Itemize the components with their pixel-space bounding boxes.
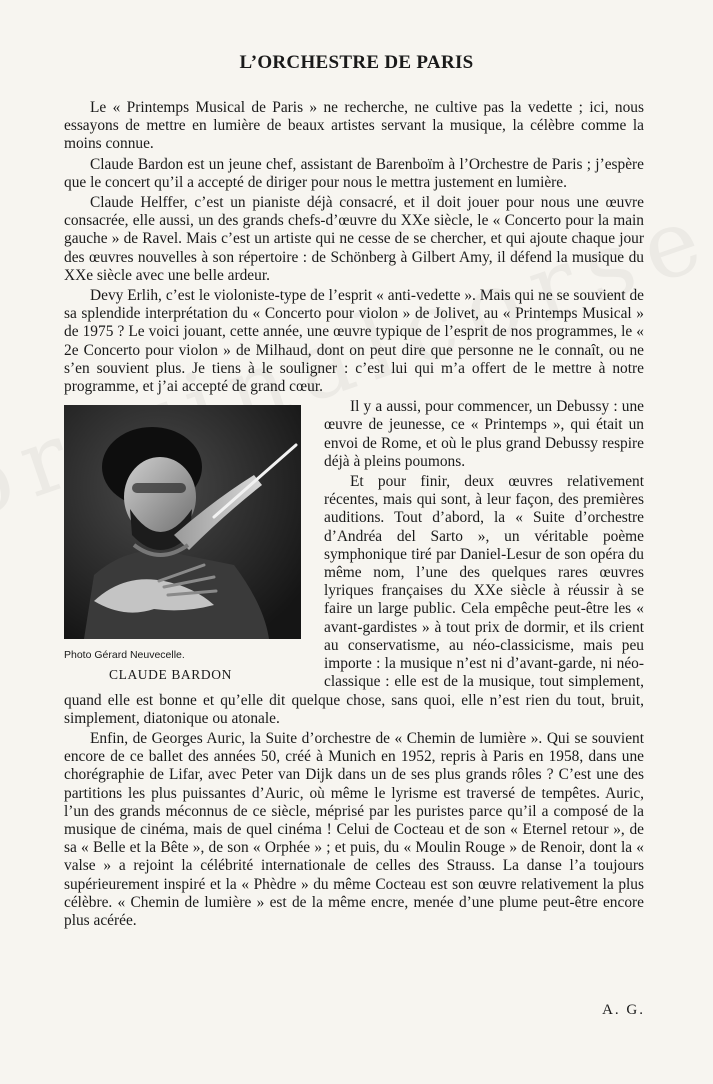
- paragraph-auric: Enfin, de Georges Auric, la Suite d’orchestre de « Chemin de lumière ». Qui se souvient encore de ce ballet des années 50, créé à Munich en 1952, repris à Paris en 1958, dans une chorégraphie de Lifar, avec Peter van Dijk dans un de ses plus grands rôles ? C’est une des partitions les plus puissantes d’Auric, où même le lyrisme est traversé de tempêtes. Auric, l’un des grands méconnus de ce siècle, méprisé par les puristes parce qu’il a composé de la musique de cinéma, mais de quel cinéma ! Celui de Cocteau et de son « Eternel retour », de sa « Belle et la Bête », de son « Orphée » ; et puis, du « Moulin Rouge » de Renoir, dont la « valse » a rejoint la célébrité internationale de celles des Strauss. La danse l’a toujours supérieurement inspiré et la « Phèdre » du même Cocteau est son œuvre relativement la plus célèbre. « Chemin de lumière » est de la même encre, menée d’une plume peut-être encore plus acérée.: [64, 729, 644, 929]
- page-title: L’ORCHESTRE DE PARIS: [239, 52, 474, 73]
- conductor-photo-image: [64, 405, 301, 639]
- paragraph-bardon: Claude Bardon est un jeune chef, assistant de Barenboïm à l’Orchestre de Paris ; j’espère que le concert qu’il a accepté de diriger pour nous le mettra justement en lumière.: [64, 155, 644, 191]
- photo-credit: Photo Gérard Neuvecelle.: [64, 649, 185, 662]
- photo-figure: [64, 405, 312, 684]
- paragraph-intro: Le « Printemps Musical de Paris » ne recherche, ne cultive pas la vedette ; ici, nous essayons de mettre en lumière de beaux artistes servant la musique, la célèbre comme la moins connue.: [64, 99, 644, 153]
- paragraph-helffer: Claude Helffer, c’est un pianiste déjà consacré, et il doit jouer pour nous une œuvre consacrée, elle aussi, un des grands chefs-d’œuvre du XXe siècle, le « Concerto pour la main gauche » de Ravel. Mais c’est un artiste qui ne cesse de se chercher, et qui ajoute chaque jour des œuvres nouvelles à son répertoire : de Schönberg à Gilbert Amy, il défend la musique du XXe siècle avec une belle ardeur.: [64, 194, 644, 284]
- paragraph-daniel-lesur: Et pour finir, deux œuvres relativement récentes, mais qui sont, à leur façon, des premières auditions. Tout d’abord, la « Suite d’orchestre d’Andréa del Sarto », un véritable poème symphonique tiré par Daniel-Lesur de son opéra du même nom, l’une des quelques rares œuvres lyriques françaises du XXe siècle à réussir à se faire un large public. Cela empêche peut-être les « avant-gardistes » à tout prix de dormir, et ils crient au conservatisme, au néo-classicisme, mais peu importe : la musique n’est ni d’avant-garde, ni néo-classique : elle est de la musique, tout simplement, quand elle est bonne et qu’elle dit quelque chose, sans quoi, elle n’est rien du tout, bruit, simplement, diatonique ou atonale.: [64, 473, 644, 727]
- paragraph-debussy: Il y a aussi, pour commencer, un Debussy : une œuvre de jeunesse, ce « Printemps », qui était un envoi de Rome, et où le plus grand Debussy respire déjà à pleins poumons.: [324, 398, 644, 470]
- paragraph-erlih: Devy Erlih, c’est le violoniste-type de l’esprit « anti-vedette ». Mais qui ne se souvient de sa splendide interprétation du « Concerto pour violon » de Jolivet, au « Printemps Musical » de 1975 ? Le voici jouant, cette année, une œuvre typique de l’esprit de nos programmes, le « 2e Concerto pour violon » de Milhaud, dont on peut dire que personne ne le connaît, ou ne s’en souvient plus. Je tiens à le souligner : c’est lui qui m’a offert de le mettre à notre programme, et j’ai accepté de grand cœur.: [64, 287, 644, 396]
- author-signature: A. G.: [602, 1002, 645, 1018]
- conductor-photo: [64, 405, 301, 639]
- photo-caption: CLAUDE BARDON: [109, 667, 232, 683]
- article-body: [64, 99, 644, 932]
